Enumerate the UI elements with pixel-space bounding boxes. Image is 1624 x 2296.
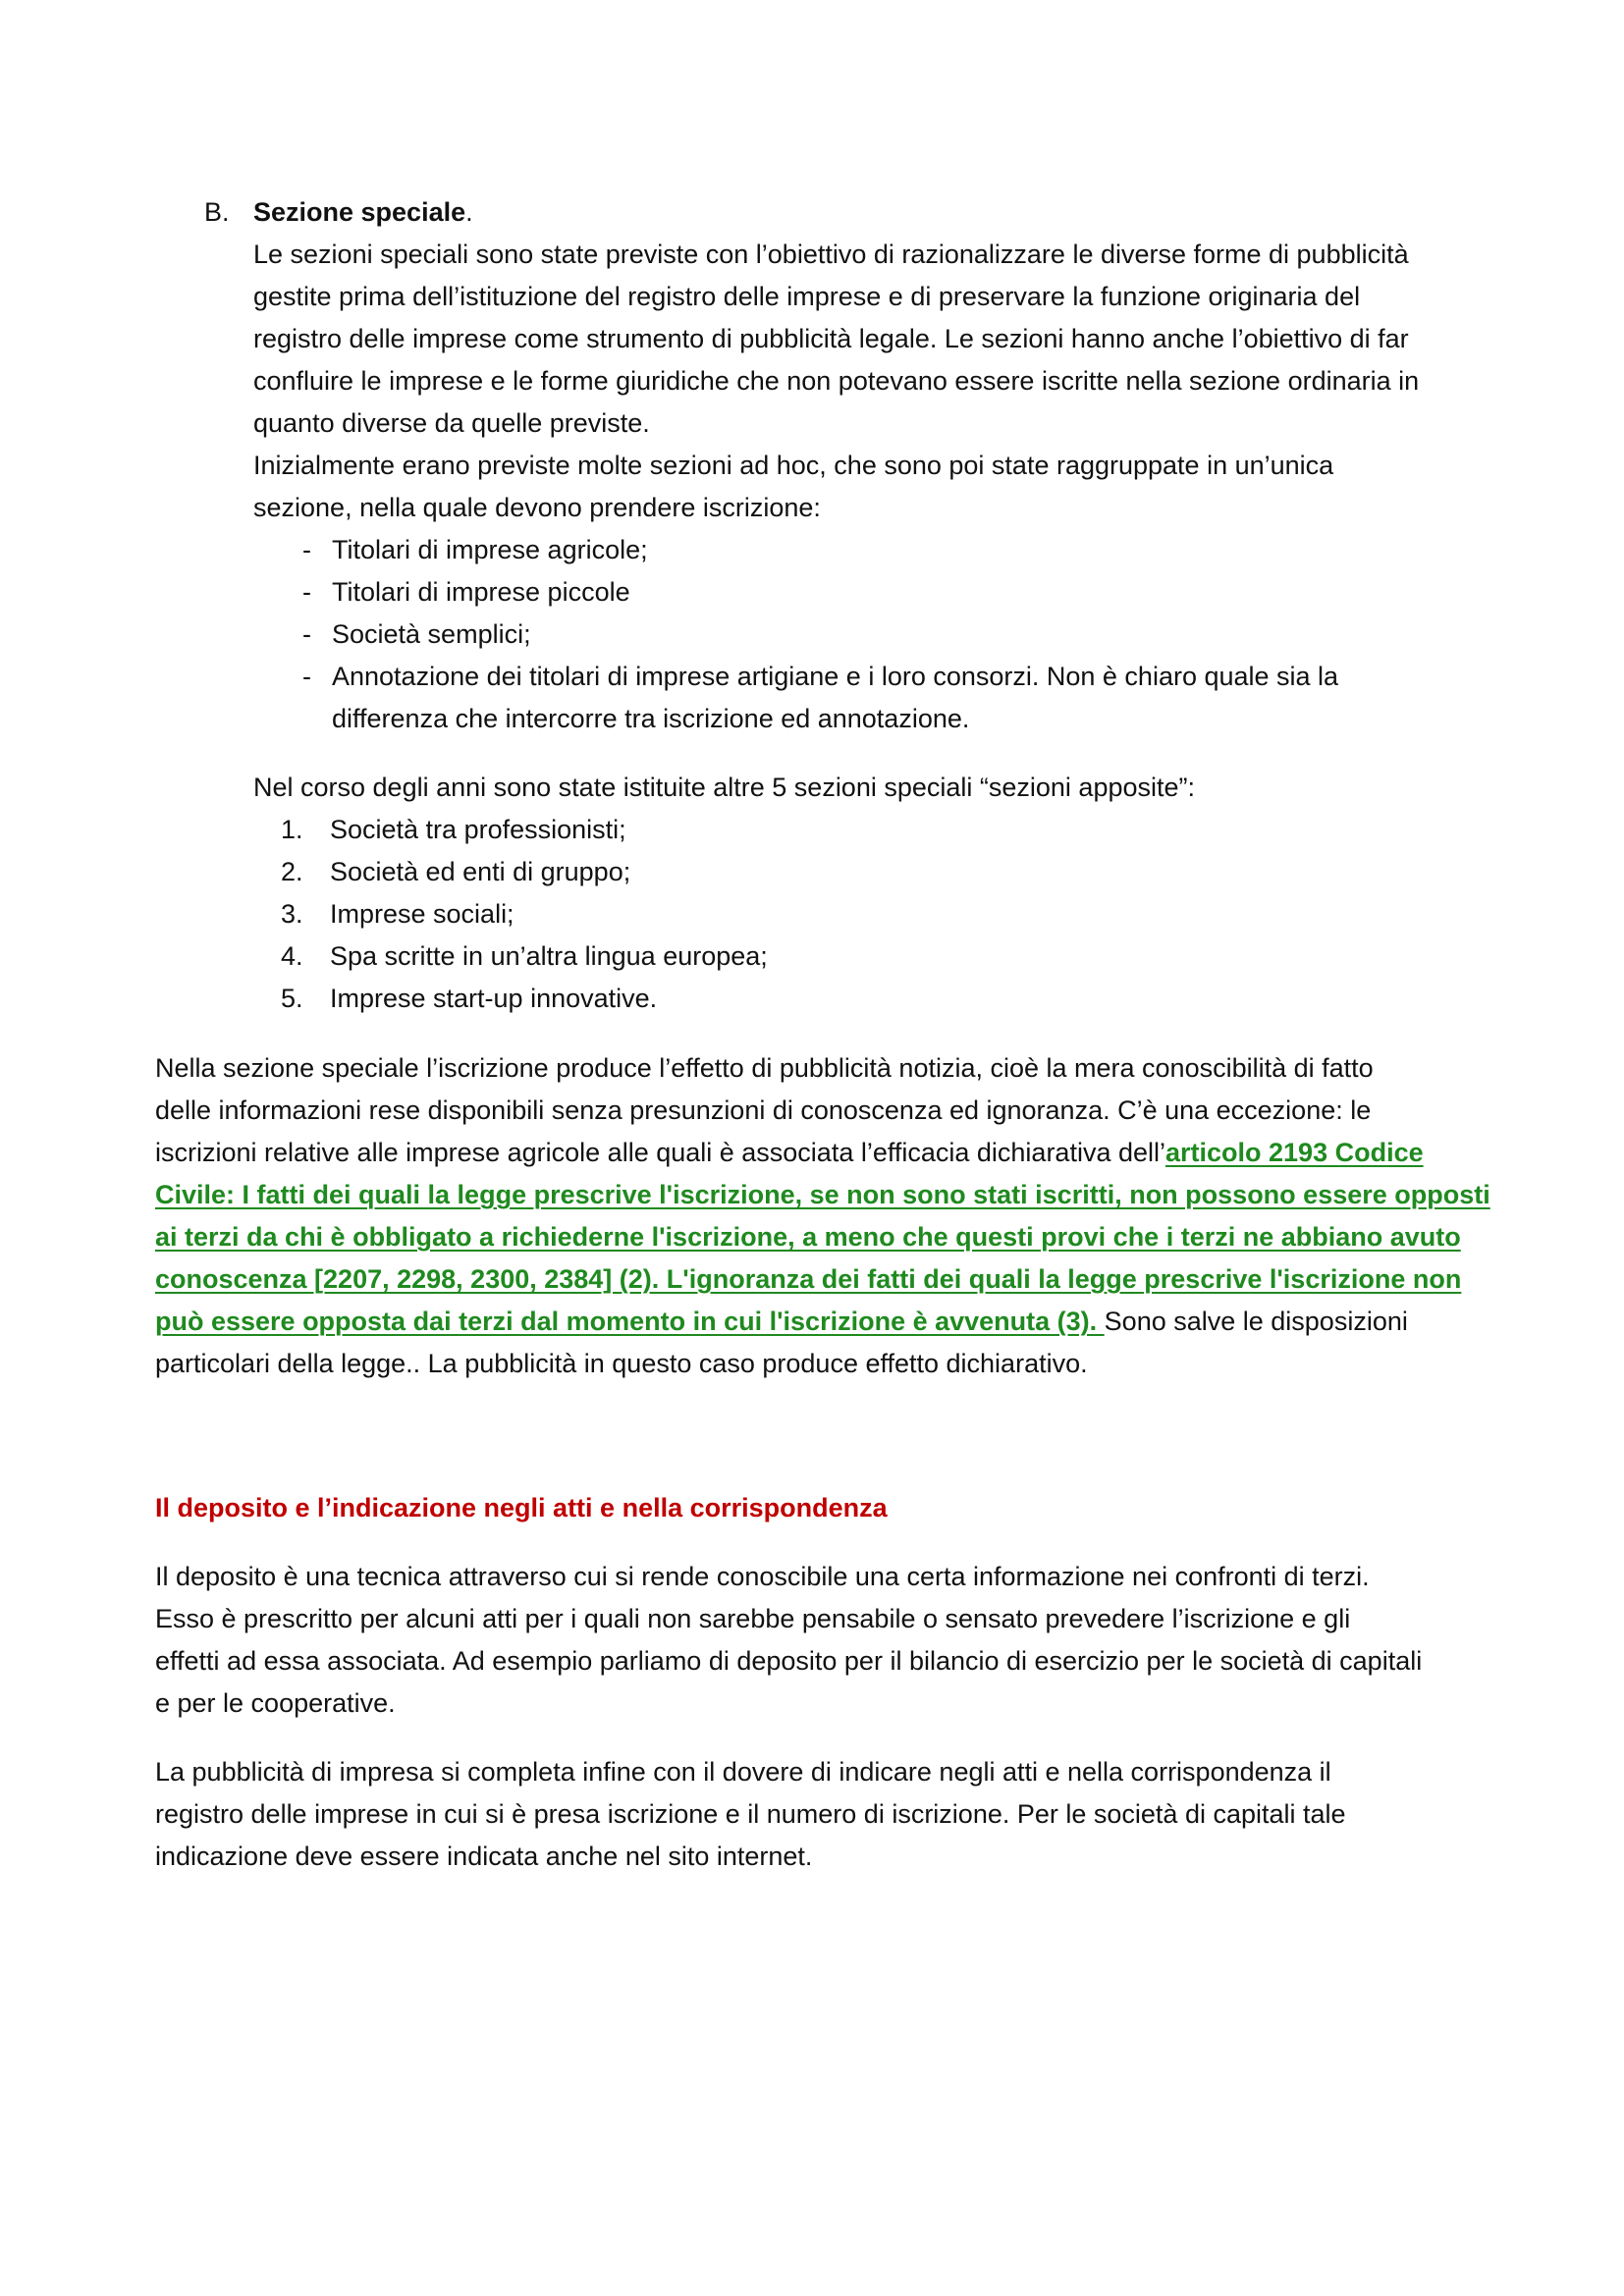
list-item-continuation: differenza che intercorre tra iscrizione ed annotazione.	[332, 704, 970, 733]
article-2193-link[interactable]: ai terzi da chi è obbligato a richiederne l'iscrizione, a meno che questi provi che i terzi ne abbiano avuto	[155, 1222, 1461, 1252]
list-number: 2.	[281, 857, 303, 886]
paragraph-line: gestite prima dell’istituzione del registro delle imprese e di preservare la funzione originaria del	[253, 282, 1361, 311]
paragraph-line: confluire le imprese e le forme giuridiche che non potevano essere iscritte nella sezione ordinaria in	[253, 366, 1420, 396]
list-item: Titolari di imprese agricole;	[332, 535, 648, 564]
paragraph-line: particolari della legge.. La pubblicità in questo caso produce effetto dichiarativo.	[155, 1349, 1088, 1378]
paragraph-line: Esso è prescritto per alcuni atti per i quali non sarebbe pensabile o sensato prevedere l’iscrizione e gli	[155, 1604, 1351, 1633]
list-number: 5.	[281, 984, 303, 1013]
list-item: Annotazione dei titolari di imprese artigiane e i loro consorzi. Non è chiaro quale sia la	[332, 662, 1339, 691]
paragraph-line: sezione, nella quale devono prendere iscrizione:	[253, 493, 821, 522]
paragraph-line	[155, 1135, 1424, 1170]
list-marker: -	[302, 619, 311, 649]
section-title	[253, 194, 473, 230]
numbered-list-intro: Nel corso degli anni sono state istituite altre 5 sezioni speciali “sezioni apposite”:	[253, 773, 1196, 802]
paragraph-text: Sono salve le disposizioni	[1104, 1307, 1408, 1336]
list-item: Spa scritte in un’altra lingua europea;	[330, 941, 768, 971]
paragraph-line: Il deposito è una tecnica attraverso cui si rende conoscibile una certa informazione nei confronti di terzi.	[155, 1562, 1370, 1591]
article-2193-link[interactable]: conoscenza [2207, 2298, 2300, 2384] (2). L'ignoranza dei fatti dei quali la legge prescrive l'iscrizione non	[155, 1264, 1462, 1294]
paragraph-line: Inizialmente erano previste molte sezioni ad hoc, che sono poi state raggruppate in un’unica	[253, 451, 1334, 480]
list-number: 4.	[281, 941, 303, 971]
list-marker: -	[302, 577, 311, 607]
paragraph-line: effetti ad essa associata. Ad esempio parliamo di deposito per il bilancio di esercizio per le società di capitali	[155, 1646, 1423, 1676]
list-item: Società ed enti di gruppo;	[330, 857, 631, 886]
paragraph-line	[155, 1304, 1408, 1339]
paragraph-line: La pubblicità di impresa si completa infine con il dovere di indicare negli atti e nella corrispondenza il	[155, 1757, 1331, 1787]
section-heading: Il deposito e l’indicazione negli atti e nella corrispondenza	[155, 1493, 888, 1522]
list-item: Imprese start-up innovative.	[330, 984, 658, 1013]
list-number: 3.	[281, 899, 303, 929]
paragraph-line: indicazione deve essere indicata anche nel sito internet.	[155, 1842, 813, 1871]
paragraph-line: registro delle imprese in cui si è presa iscrizione e il numero di iscrizione. Per le società di capitali tale	[155, 1799, 1346, 1829]
paragraph-line: quanto diverse da quelle previste.	[253, 408, 650, 438]
paragraph-line: e per le cooperative.	[155, 1688, 396, 1718]
article-2193-link[interactable]: può essere opposta dai terzi dal momento in cui l'iscrizione è avvenuta (3).	[155, 1307, 1105, 1336]
list-item: Società tra professionisti;	[330, 815, 626, 844]
list-item: Imprese sociali;	[330, 899, 514, 929]
section-title-text: Sezione speciale	[253, 197, 466, 227]
paragraph-text: iscrizioni relative alle imprese agricole alle quali è associata l’efficacia dichiarativa dell’	[155, 1138, 1165, 1167]
list-item: Società semplici;	[332, 619, 531, 649]
paragraph-line: Le sezioni speciali sono state previste con l’obiettivo di razionalizzare le diverse forme di pubblicità	[253, 240, 1409, 269]
list-item: Titolari di imprese piccole	[332, 577, 630, 607]
paragraph-line: Nella sezione speciale l’iscrizione produce l’effetto di pubblicità notizia, cioè la mera conoscibilità di fatto	[155, 1053, 1374, 1083]
list-marker: -	[302, 662, 311, 691]
article-2193-link[interactable]: Civile: I fatti dei quali la legge prescrive l'iscrizione, se non sono stati iscritti, non possono essere opposti	[155, 1180, 1490, 1209]
section-title-period: .	[465, 197, 473, 227]
list-marker: -	[302, 535, 311, 564]
article-2193-link[interactable]: articolo 2193 Codice	[1165, 1138, 1424, 1167]
list-number: 1.	[281, 815, 303, 844]
section-letter: B.	[204, 197, 230, 227]
paragraph-line: delle informazioni rese disponibili senza presunzioni di conoscenza ed ignoranza. C’è una eccezione: le	[155, 1095, 1372, 1125]
paragraph-line: registro delle imprese come strumento di pubblicità legale. Le sezioni hanno anche l’obiettivo di far	[253, 324, 1409, 353]
